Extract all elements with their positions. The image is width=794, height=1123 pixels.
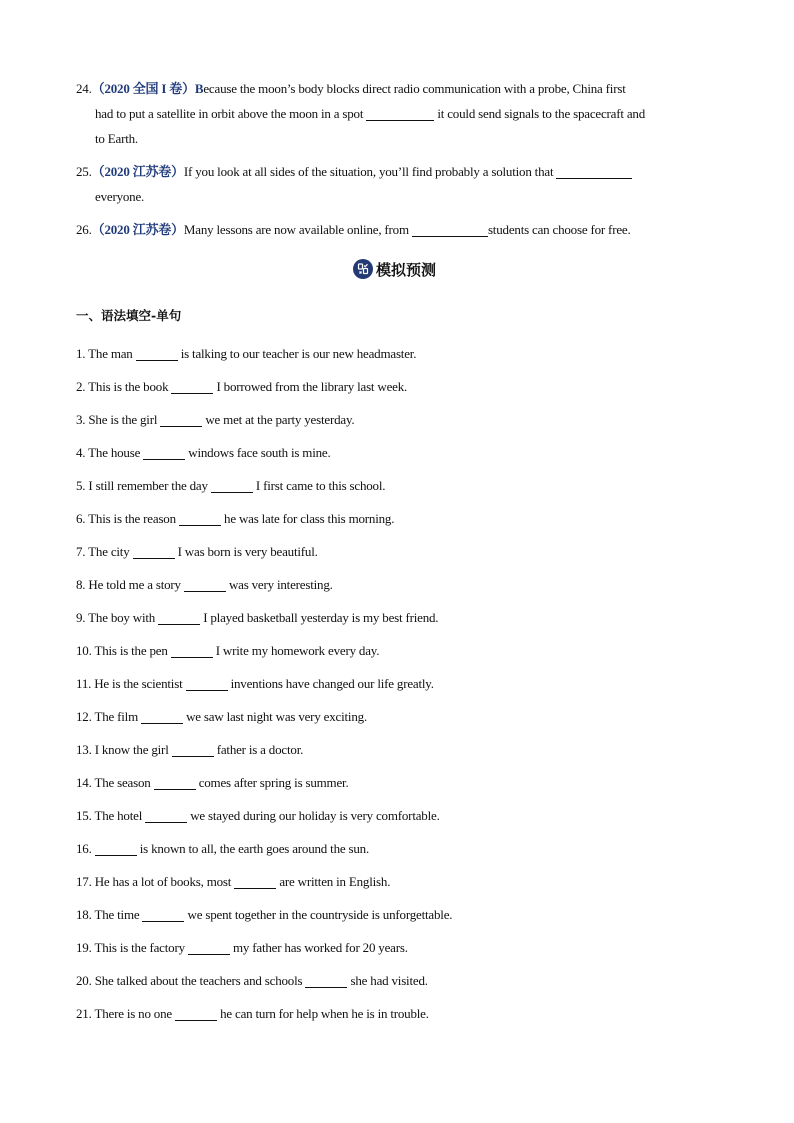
quiz-icon bbox=[353, 259, 373, 279]
section-title: 模拟预测 bbox=[376, 260, 437, 279]
question-text-before: 8. He told me a story bbox=[76, 577, 184, 592]
question-item bbox=[76, 705, 716, 738]
question-text-before: 13. I know the girl bbox=[76, 742, 172, 757]
sub-heading: 一、语法填空-单句 bbox=[76, 308, 182, 323]
item-text: everyone. bbox=[95, 189, 145, 204]
exam-item-line bbox=[76, 159, 716, 184]
exam-item-line bbox=[76, 76, 716, 101]
question-item bbox=[76, 1002, 716, 1035]
question-text-after: my father has worked for 20 years. bbox=[229, 940, 408, 955]
question-text-before: 15. The hotel bbox=[76, 808, 146, 823]
section-banner bbox=[353, 256, 436, 282]
exam-item-26 bbox=[76, 217, 716, 242]
question-item bbox=[76, 408, 716, 441]
question-text-after: we saw last night was very exciting. bbox=[183, 709, 367, 724]
question-text-before: 19. This is the factory bbox=[76, 940, 188, 955]
source-tag: （2020 全国 I 卷） bbox=[91, 81, 195, 96]
answer-blank[interactable] bbox=[366, 106, 434, 121]
question-item bbox=[76, 639, 716, 672]
source-tag: （2020 江苏卷） bbox=[91, 222, 184, 237]
question-text-after: are written in English. bbox=[276, 874, 391, 889]
question-text-before: 18. The time bbox=[76, 907, 143, 922]
answer-blank[interactable] bbox=[234, 874, 276, 889]
question-item bbox=[76, 903, 716, 936]
question-text-after: we stayed during our holiday is very comfortable. bbox=[187, 808, 440, 823]
answer-blank[interactable] bbox=[186, 676, 228, 691]
question-text-before: 1. The man bbox=[76, 346, 136, 361]
answer-blank[interactable] bbox=[211, 478, 253, 493]
answer-blank[interactable] bbox=[133, 544, 175, 559]
question-text-after: windows face south is mine. bbox=[185, 445, 331, 460]
question-text-after: he can turn for help when he is in trouble. bbox=[217, 1006, 429, 1021]
answer-blank[interactable] bbox=[95, 841, 137, 856]
answer-blank[interactable] bbox=[412, 222, 488, 237]
question-item bbox=[76, 540, 716, 573]
question-item bbox=[76, 969, 716, 1002]
question-text-after: comes after spring is summer. bbox=[195, 775, 349, 790]
answer-blank[interactable] bbox=[154, 775, 196, 790]
question-text-before: 14. The season bbox=[76, 775, 154, 790]
answer-blank[interactable] bbox=[179, 511, 221, 526]
question-text-after: we spent together in the countryside is unforgettable. bbox=[184, 907, 453, 922]
question-item bbox=[76, 375, 716, 408]
exam-item-25 bbox=[76, 159, 716, 209]
question-text-before: 17. He has a lot of books, most bbox=[76, 874, 235, 889]
answer-blank[interactable] bbox=[142, 907, 184, 922]
question-item bbox=[76, 573, 716, 606]
question-list bbox=[76, 342, 716, 1035]
item-text: ecause the moon’s body blocks direct radio communication with a probe, China first bbox=[203, 81, 626, 96]
first-letter: B bbox=[194, 81, 204, 96]
question-item bbox=[76, 936, 716, 969]
answer-blank[interactable] bbox=[188, 940, 230, 955]
question-text-before: 12. The film bbox=[76, 709, 142, 724]
answer-blank[interactable] bbox=[305, 973, 347, 988]
question-text-after: is talking to our teacher is our new headmaster. bbox=[177, 346, 417, 361]
question-text-before: 21. There is no one bbox=[76, 1006, 176, 1021]
question-text-after: inventions have changed our life greatly. bbox=[227, 676, 434, 691]
answer-blank[interactable] bbox=[158, 610, 200, 625]
item-number: 24. bbox=[76, 81, 92, 96]
question-text-after: I first came to this school. bbox=[252, 478, 386, 493]
question-text-after: I write my homework every day. bbox=[212, 643, 380, 658]
item-text: If you look at all sides of the situation, you’ll find probably a solution that bbox=[183, 164, 557, 179]
answer-blank[interactable] bbox=[141, 709, 183, 724]
item-number: 25. bbox=[76, 164, 92, 179]
answer-blank[interactable] bbox=[136, 346, 178, 361]
exam-item-line bbox=[76, 217, 716, 242]
source-tag: （2020 江苏卷） bbox=[91, 164, 184, 179]
answer-blank[interactable] bbox=[160, 412, 202, 427]
question-text-after: I played basketball yesterday is my best friend. bbox=[200, 610, 439, 625]
question-text-before: 5. I still remember the day bbox=[76, 478, 211, 493]
question-text-after: was very interesting. bbox=[225, 577, 333, 592]
item-text: it could send signals to the spacecraft and bbox=[434, 106, 646, 121]
question-text-after: I borrowed from the library last week. bbox=[213, 379, 408, 394]
question-text-after: father is a doctor. bbox=[213, 742, 304, 757]
question-text-before: 2. This is the book bbox=[76, 379, 172, 394]
answer-blank[interactable] bbox=[184, 577, 226, 592]
question-item bbox=[76, 507, 716, 540]
question-text-before: 10. This is the pen bbox=[76, 643, 171, 658]
answer-blank[interactable] bbox=[556, 164, 632, 179]
answer-blank[interactable] bbox=[143, 445, 185, 460]
item-text: students can choose for free. bbox=[487, 222, 631, 237]
item-text: Many lessons are now available online, from bbox=[183, 222, 412, 237]
answer-blank[interactable] bbox=[145, 808, 187, 823]
question-text-before: 7. The city bbox=[76, 544, 133, 559]
question-item bbox=[76, 738, 716, 771]
question-text-before: 11. He is the scientist bbox=[76, 676, 186, 691]
question-text-before: 20. She talked about the teachers and schools bbox=[76, 973, 306, 988]
answer-blank[interactable] bbox=[171, 643, 213, 658]
question-text-after: he was late for class this morning. bbox=[220, 511, 395, 526]
question-text-before: 4. The house bbox=[76, 445, 144, 460]
item-text: had to put a satellite in orbit above the moon in a spot bbox=[95, 106, 364, 121]
question-text-before: 16. bbox=[76, 841, 95, 856]
question-item bbox=[76, 804, 716, 837]
exam-item-line bbox=[76, 184, 716, 209]
item-text: to Earth. bbox=[95, 131, 138, 146]
exam-item-24 bbox=[76, 76, 716, 151]
question-item bbox=[76, 342, 716, 375]
question-item bbox=[76, 771, 716, 804]
question-text-after: I was born is very beautiful. bbox=[174, 544, 318, 559]
question-item bbox=[76, 606, 716, 639]
question-item bbox=[76, 870, 716, 903]
question-text-after: she had visited. bbox=[347, 973, 428, 988]
answer-blank[interactable] bbox=[172, 742, 214, 757]
question-item bbox=[76, 474, 716, 507]
answer-blank[interactable] bbox=[175, 1006, 217, 1021]
answer-blank[interactable] bbox=[171, 379, 213, 394]
question-text-before: 9. The boy with bbox=[76, 610, 159, 625]
question-text-before: 6. This is the reason bbox=[76, 511, 179, 526]
item-number: 26. bbox=[76, 222, 92, 237]
question-item bbox=[76, 837, 716, 870]
exam-item-line bbox=[76, 126, 716, 151]
exam-item-line bbox=[76, 101, 716, 126]
question-item bbox=[76, 672, 716, 705]
question-text-after: we met at the party yesterday. bbox=[202, 412, 355, 427]
question-item bbox=[76, 441, 716, 474]
question-text-after: is known to all, the earth goes around the sun. bbox=[136, 841, 369, 856]
question-text-before: 3. She is the girl bbox=[76, 412, 161, 427]
